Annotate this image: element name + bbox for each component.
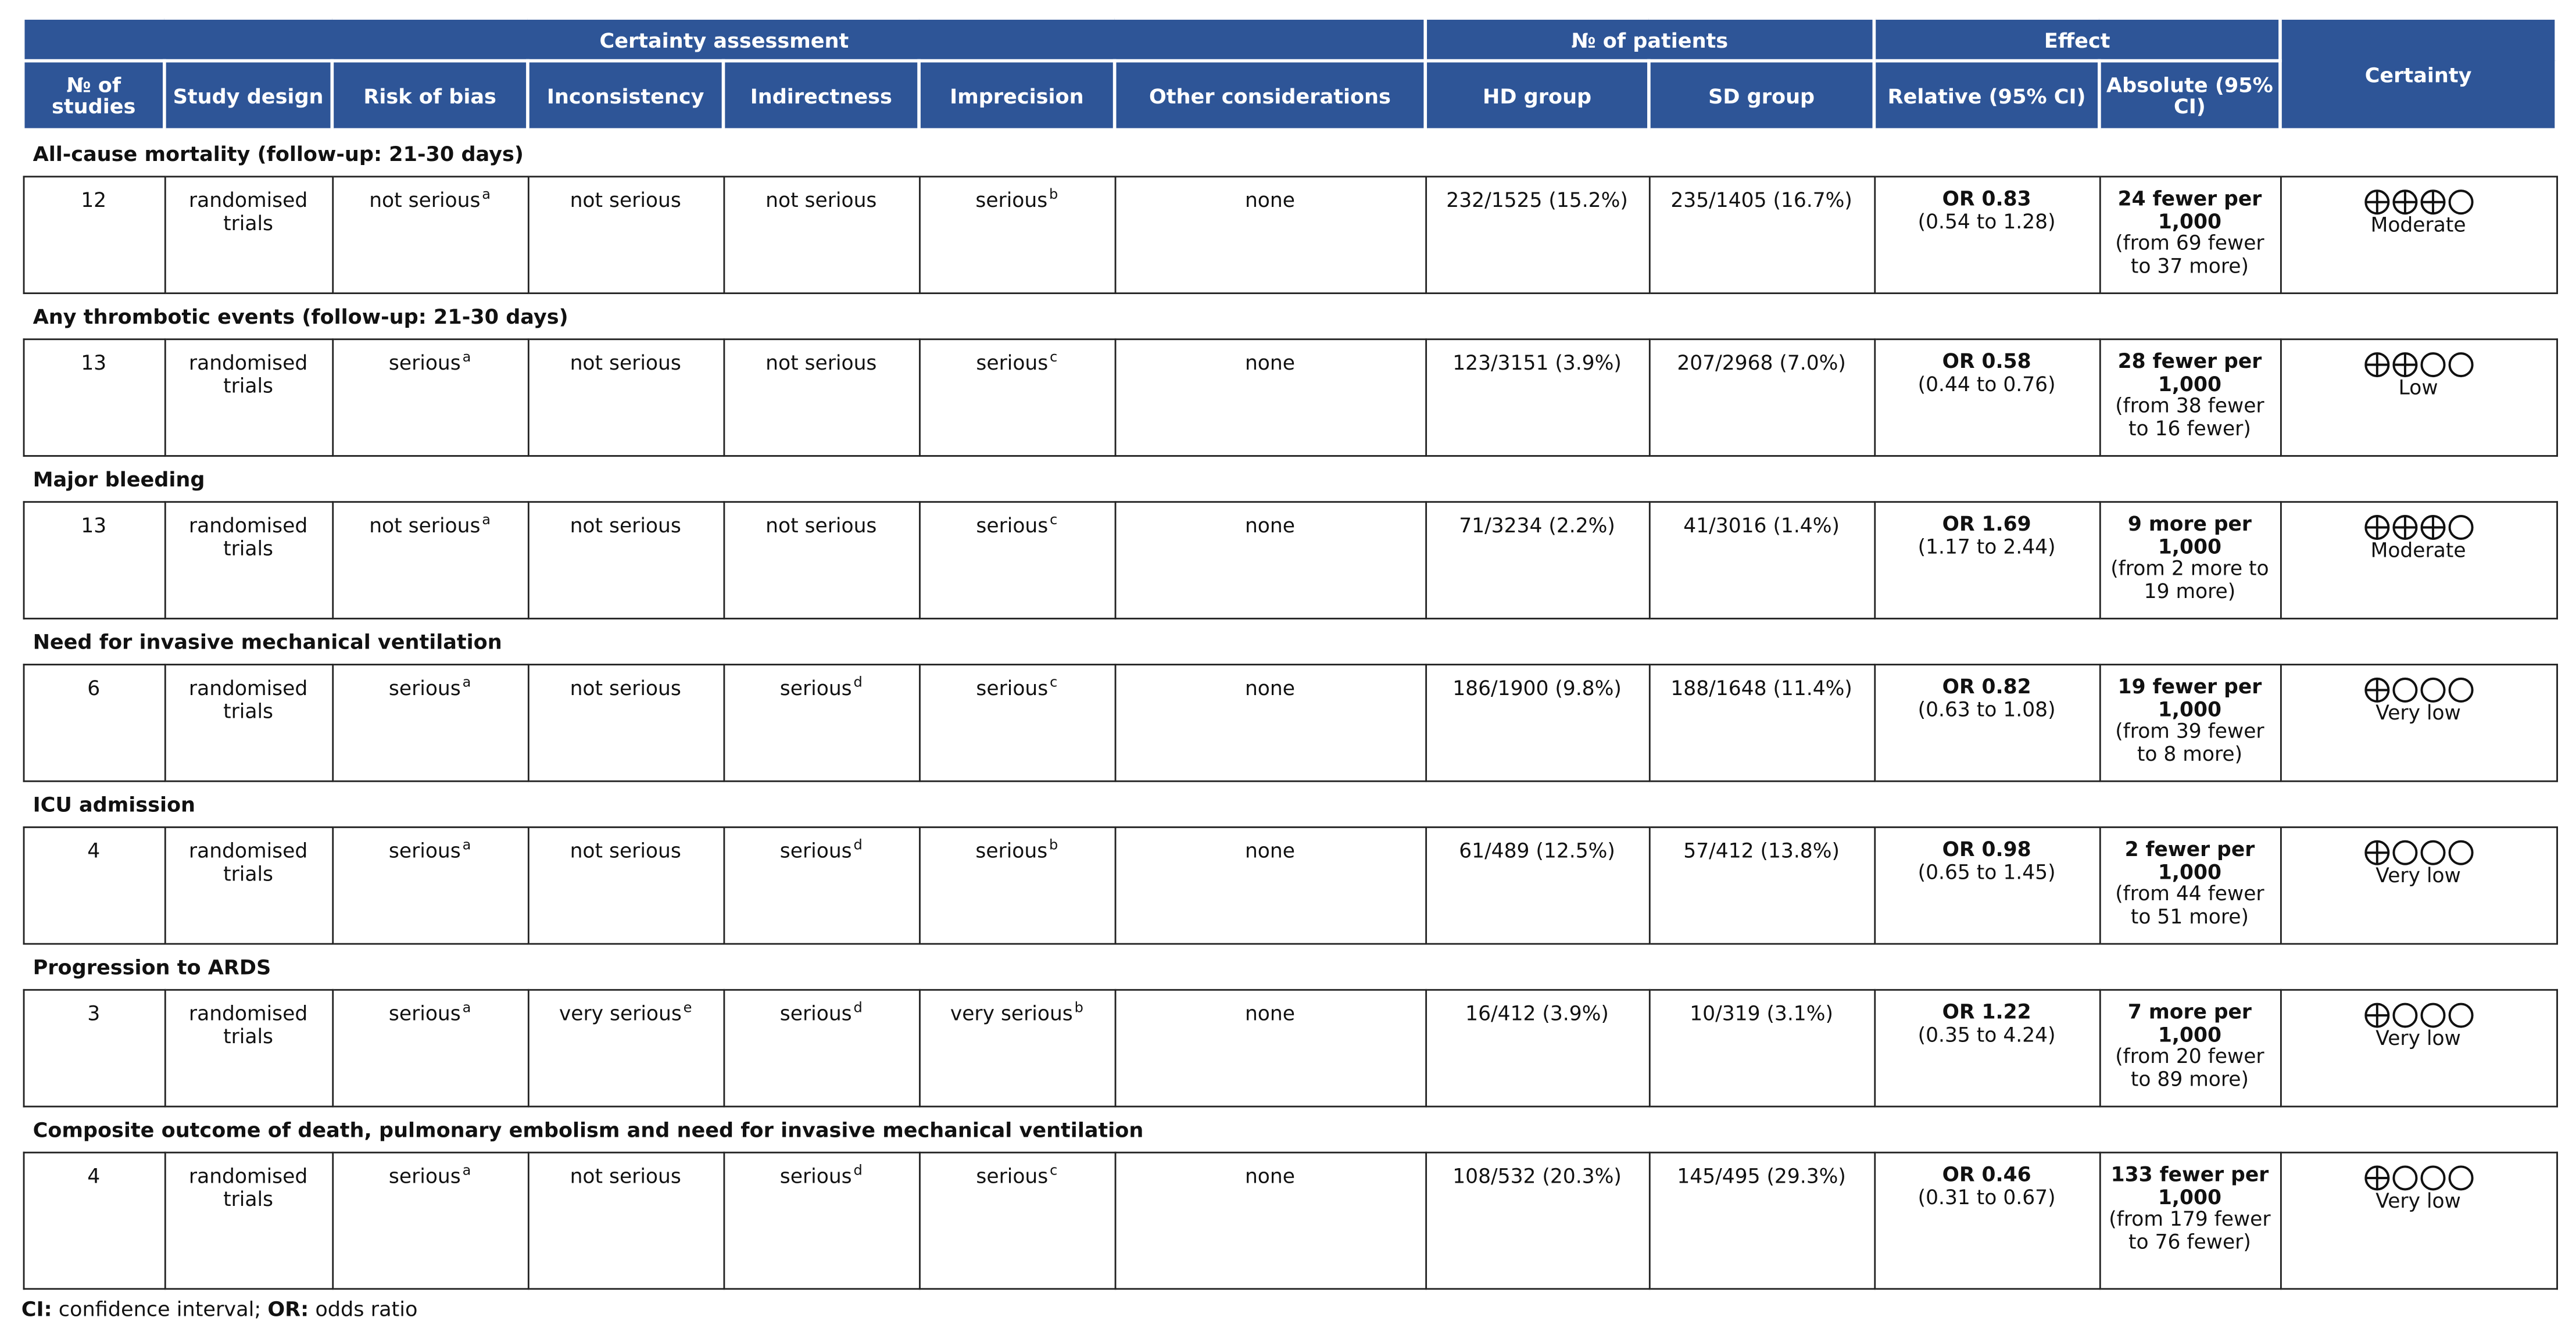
indirectness-text: not serious bbox=[765, 351, 877, 375]
risk-of-bias-footnote: a bbox=[462, 1163, 471, 1180]
absolute-effect-cell bbox=[2099, 665, 2280, 782]
imprecision-cell bbox=[919, 665, 1115, 782]
imprecision-footnote: c bbox=[1050, 675, 1058, 692]
risk-of-bias-footnote: a bbox=[462, 837, 471, 854]
indirectness-footnote: d bbox=[853, 1163, 863, 1180]
inconsistency-text: not serious bbox=[570, 676, 681, 700]
certainty-label: Very low bbox=[2375, 1189, 2461, 1213]
indirectness-text: not serious bbox=[765, 189, 877, 212]
certainty-plus-circle-icon bbox=[2363, 1002, 2389, 1028]
certainty-plus-circle-icon bbox=[2363, 840, 2389, 866]
study-design-cell: randomised trials bbox=[164, 665, 332, 782]
certainty-empty-circle-icon bbox=[2391, 840, 2417, 866]
imprecision-header: Imprecision bbox=[919, 61, 1115, 130]
inconsistency-header: Inconsistency bbox=[528, 61, 724, 130]
absolute-estimate: 9 more per 1,000 bbox=[2127, 513, 2252, 558]
absolute-estimate: 28 fewer per 1,000 bbox=[2117, 350, 2262, 395]
certainty-label: Very low bbox=[2375, 1026, 2461, 1050]
outcome-title: Major bleeding bbox=[23, 456, 2557, 502]
sd-group-cell: 235/1405 (16.7%) bbox=[1649, 177, 1874, 293]
indirectness-cell bbox=[723, 1152, 919, 1289]
certainty-empty-circle-icon bbox=[2447, 840, 2473, 866]
imprecision-text: serious bbox=[976, 1165, 1049, 1188]
risk-of-bias-text: serious bbox=[388, 1002, 461, 1026]
outcome-title: Progression to ARDS bbox=[23, 944, 2557, 990]
certainty-symbols bbox=[2363, 514, 2474, 540]
other-considerations-cell: none bbox=[1115, 827, 1426, 944]
imprecision-cell bbox=[919, 177, 1115, 293]
patients-header: № of patients bbox=[1425, 18, 1874, 61]
risk-of-bias-text: serious bbox=[388, 839, 461, 863]
sd-group-cell: 188/1648 (11.4%) bbox=[1649, 665, 1874, 782]
certainty-label: Very low bbox=[2375, 701, 2461, 725]
certainty-empty-circle-icon bbox=[2447, 352, 2473, 378]
other-considerations-cell: none bbox=[1115, 1152, 1426, 1289]
hd-group-cell: 108/532 (20.3%) bbox=[1425, 1152, 1649, 1289]
imprecision-cell bbox=[919, 827, 1115, 944]
or-abbreviation: OR: bbox=[267, 1296, 309, 1321]
relative-ci: (0.35 to 4.24) bbox=[1917, 1022, 2056, 1046]
imprecision-text: serious bbox=[976, 351, 1049, 375]
certainty-plus-circle-icon bbox=[2363, 352, 2389, 378]
study-design-cell: randomised trials bbox=[164, 339, 332, 456]
indirectness-footnote: d bbox=[853, 675, 863, 692]
other-considerations-cell: none bbox=[1115, 339, 1426, 456]
relative-ci: (1.17 to 2.44) bbox=[1917, 535, 2056, 558]
inconsistency-cell bbox=[528, 1152, 724, 1289]
imprecision-footnote: c bbox=[1050, 1163, 1058, 1180]
outcome-title-row bbox=[23, 944, 2557, 990]
outcome-title-row bbox=[23, 781, 2557, 827]
study-design-cell: randomised trials bbox=[164, 990, 332, 1107]
certainty-cell bbox=[2280, 827, 2556, 944]
absolute-ci: (from 179 fewer to 76 fewer) bbox=[2109, 1207, 2271, 1253]
certainty-empty-circle-icon bbox=[2447, 677, 2473, 703]
absolute-effect-cell bbox=[2099, 177, 2280, 293]
imprecision-footnote: b bbox=[1049, 187, 1058, 204]
risk-of-bias-text: not serious bbox=[369, 514, 481, 538]
indirectness-cell bbox=[723, 177, 919, 293]
ci-abbreviation: CI: bbox=[21, 1296, 52, 1321]
hd-group-cell: 71/3234 (2.2%) bbox=[1425, 502, 1649, 619]
certainty-empty-circle-icon bbox=[2447, 514, 2473, 540]
hd-group-cell: 186/1900 (9.8%) bbox=[1425, 665, 1649, 782]
studies-cell: 6 bbox=[23, 665, 164, 782]
other-considerations-cell: none bbox=[1115, 990, 1426, 1107]
certainty-plus-circle-icon bbox=[2391, 189, 2417, 215]
risk-of-bias-cell bbox=[332, 339, 528, 456]
imprecision-text: serious bbox=[975, 189, 1048, 212]
studies-cell: 3 bbox=[23, 990, 164, 1107]
study-design-header: Study design bbox=[164, 61, 332, 130]
indirectness-footnote: d bbox=[853, 837, 863, 854]
certainty-symbols bbox=[2363, 840, 2474, 866]
studies-cell: 4 bbox=[23, 827, 164, 944]
hd-group-cell: 16/412 (3.9%) bbox=[1425, 990, 1649, 1107]
absolute-estimate: 19 fewer per 1,000 bbox=[2117, 675, 2262, 721]
table-row bbox=[23, 502, 2557, 619]
certainty-symbols bbox=[2363, 1165, 2474, 1191]
relative-ci: (0.54 to 1.28) bbox=[1917, 209, 2056, 233]
sd-group-cell: 10/319 (3.1%) bbox=[1649, 990, 1874, 1107]
outcome-title-row bbox=[23, 456, 2557, 502]
absolute-effect-cell bbox=[2099, 502, 2280, 619]
certainty-label: Moderate bbox=[2370, 213, 2466, 237]
relative-estimate: OR 0.98 bbox=[1942, 837, 2031, 861]
relative-ci: (0.44 to 0.76) bbox=[1917, 372, 2056, 395]
studies-cell: 4 bbox=[23, 1152, 164, 1289]
certainty-empty-circle-icon bbox=[2419, 1165, 2445, 1191]
certainty-empty-circle-icon bbox=[2391, 1002, 2417, 1028]
sd-group-cell: 207/2968 (7.0%) bbox=[1649, 339, 1874, 456]
hd-group-header: HD group bbox=[1425, 61, 1649, 130]
certainty-rating bbox=[2286, 1166, 2550, 1213]
inconsistency-text: not serious bbox=[570, 514, 681, 538]
risk-of-bias-footnote: a bbox=[462, 349, 471, 367]
indirectness-cell bbox=[723, 827, 919, 944]
outcome-title-row bbox=[23, 293, 2557, 339]
certainty-assessment-header: Certainty assessment bbox=[23, 18, 1426, 61]
certainty-empty-circle-icon bbox=[2419, 352, 2445, 378]
sd-group-cell: 41/3016 (1.4%) bbox=[1649, 502, 1874, 619]
table-row bbox=[23, 990, 2557, 1107]
other-considerations-header: Other considerations bbox=[1115, 61, 1426, 130]
outcome-title: Composite outcome of death, pulmonary embolism and need for invasive mechanical ventilation bbox=[23, 1107, 2557, 1152]
table-row bbox=[23, 1152, 2557, 1289]
outcome-title: ICU admission bbox=[23, 781, 2557, 827]
risk-of-bias-text: not serious bbox=[369, 189, 481, 212]
certainty-empty-circle-icon bbox=[2447, 189, 2473, 215]
risk-of-bias-text: serious bbox=[388, 351, 461, 375]
study-design-cell: randomised trials bbox=[164, 1152, 332, 1289]
outcome-title-row bbox=[23, 130, 2557, 177]
imprecision-cell bbox=[919, 339, 1115, 456]
inconsistency-cell bbox=[528, 502, 724, 619]
absolute-ci: (from 39 fewer to 8 more) bbox=[2115, 719, 2264, 765]
inconsistency-cell bbox=[528, 177, 724, 293]
absolute-effect-cell bbox=[2099, 1152, 2280, 1289]
ci-definition: confidence interval; bbox=[58, 1296, 262, 1321]
absolute-estimate: 24 fewer per 1,000 bbox=[2117, 187, 2262, 233]
certainty-symbols bbox=[2363, 352, 2474, 378]
relative-ci: (0.63 to 1.08) bbox=[1917, 697, 2056, 721]
risk-of-bias-footnote: a bbox=[462, 1000, 471, 1017]
indirectness-header: Indirectness bbox=[723, 61, 919, 130]
study-design-cell: randomised trials bbox=[164, 502, 332, 619]
outcome-title: Need for invasive mechanical ventilation bbox=[23, 618, 2557, 664]
certainty-empty-circle-icon bbox=[2447, 1165, 2473, 1191]
imprecision-cell bbox=[919, 502, 1115, 619]
indirectness-text: serious bbox=[779, 1002, 852, 1026]
outcome-title: Any thrombotic events (follow-up: 21-30 days) bbox=[23, 293, 2557, 339]
certainty-rating bbox=[2286, 516, 2550, 563]
certainty-plus-circle-icon bbox=[2363, 677, 2389, 703]
table-row bbox=[23, 827, 2557, 944]
certainty-plus-circle-icon bbox=[2391, 514, 2417, 540]
certainty-symbols bbox=[2363, 189, 2474, 215]
certainty-empty-circle-icon bbox=[2419, 677, 2445, 703]
certainty-cell bbox=[2280, 665, 2556, 782]
hd-group-cell: 123/3151 (3.9%) bbox=[1425, 339, 1649, 456]
table-row bbox=[23, 339, 2557, 456]
certainty-plus-circle-icon bbox=[2363, 1165, 2389, 1191]
relative-header: Relative (95% CI) bbox=[1874, 61, 2099, 130]
imprecision-cell bbox=[919, 990, 1115, 1107]
relative-effect-cell bbox=[1874, 177, 2099, 293]
certainty-rating bbox=[2286, 679, 2550, 726]
risk-of-bias-text: serious bbox=[388, 676, 461, 700]
studies-cell: 12 bbox=[23, 177, 164, 293]
study-design-cell: randomised trials bbox=[164, 827, 332, 944]
relative-estimate: OR 1.69 bbox=[1942, 513, 2031, 536]
risk-of-bias-footnote: a bbox=[482, 512, 491, 529]
certainty-cell bbox=[2280, 1152, 2556, 1289]
outcome-title-row bbox=[23, 1107, 2557, 1152]
absolute-estimate: 133 fewer per 1,000 bbox=[2110, 1163, 2269, 1209]
sd-group-cell: 145/495 (29.3%) bbox=[1649, 1152, 1874, 1289]
imprecision-footnote: b bbox=[1074, 1000, 1083, 1017]
certainty-rating bbox=[2286, 841, 2550, 888]
imprecision-cell bbox=[919, 1152, 1115, 1289]
absolute-ci: (from 38 fewer to 16 fewer) bbox=[2115, 394, 2264, 440]
absolute-header: Absolute (95% CI) bbox=[2099, 61, 2280, 130]
relative-estimate: OR 0.82 bbox=[1942, 675, 2031, 699]
relative-effect-cell bbox=[1874, 665, 2099, 782]
certainty-rating bbox=[2286, 1004, 2550, 1051]
other-considerations-cell: none bbox=[1115, 502, 1426, 619]
studies-header: № of studies bbox=[23, 61, 164, 130]
imprecision-text: serious bbox=[975, 839, 1048, 863]
indirectness-text: serious bbox=[779, 839, 852, 863]
indirectness-cell bbox=[723, 665, 919, 782]
indirectness-footnote: d bbox=[853, 1000, 863, 1017]
inconsistency-text: not serious bbox=[570, 189, 681, 212]
inconsistency-text: very serious bbox=[559, 1002, 682, 1026]
relative-estimate: OR 1.22 bbox=[1942, 1000, 2031, 1024]
certainty-plus-circle-icon bbox=[2419, 189, 2445, 215]
inconsistency-text: not serious bbox=[570, 839, 681, 863]
relative-estimate: OR 0.83 bbox=[1942, 187, 2031, 210]
imprecision-text: serious bbox=[976, 514, 1049, 538]
outcome-title-row bbox=[23, 618, 2557, 664]
certainty-empty-circle-icon bbox=[2419, 1002, 2445, 1028]
table-body bbox=[23, 130, 2557, 1288]
imprecision-footnote: c bbox=[1050, 349, 1058, 367]
absolute-estimate: 2 fewer per 1,000 bbox=[2124, 837, 2255, 883]
other-considerations-cell: none bbox=[1115, 665, 1426, 782]
risk-of-bias-footnote: a bbox=[462, 675, 471, 692]
studies-cell: 13 bbox=[23, 502, 164, 619]
table-row bbox=[23, 665, 2557, 782]
certainty-plus-circle-icon bbox=[2363, 189, 2389, 215]
certainty-label: Moderate bbox=[2370, 539, 2466, 562]
inconsistency-cell bbox=[528, 827, 724, 944]
absolute-ci: (from 69 fewer to 37 more) bbox=[2115, 231, 2264, 277]
certainty-plus-circle-icon bbox=[2419, 514, 2445, 540]
certainty-rating bbox=[2286, 353, 2550, 400]
imprecision-footnote: b bbox=[1049, 837, 1058, 854]
certainty-empty-circle-icon bbox=[2391, 1165, 2417, 1191]
absolute-effect-cell bbox=[2099, 339, 2280, 456]
absolute-ci: (from 2 more to 19 more) bbox=[2110, 557, 2269, 603]
imprecision-text: serious bbox=[976, 676, 1049, 700]
indirectness-text: serious bbox=[779, 676, 852, 700]
relative-effect-cell bbox=[1874, 990, 2099, 1107]
evidence-table bbox=[22, 16, 2558, 1290]
risk-of-bias-cell bbox=[332, 990, 528, 1107]
risk-of-bias-cell bbox=[332, 502, 528, 619]
footnote-abbreviations bbox=[22, 1297, 418, 1321]
sd-group-header: SD group bbox=[1649, 61, 1874, 130]
certainty-plus-circle-icon bbox=[2391, 352, 2417, 378]
table-row bbox=[23, 177, 2557, 293]
outcome-title: All-cause mortality (follow-up: 21-30 days) bbox=[23, 130, 2557, 177]
certainty-plus-circle-icon bbox=[2363, 514, 2389, 540]
relative-effect-cell bbox=[1874, 339, 2099, 456]
sd-group-cell: 57/412 (13.8%) bbox=[1649, 827, 1874, 944]
risk-of-bias-cell bbox=[332, 177, 528, 293]
inconsistency-cell bbox=[528, 339, 724, 456]
relative-estimate: OR 0.58 bbox=[1942, 350, 2031, 373]
certainty-label: Very low bbox=[2375, 864, 2461, 887]
risk-of-bias-cell bbox=[332, 827, 528, 944]
absolute-estimate: 7 more per 1,000 bbox=[2127, 1000, 2252, 1046]
imprecision-footnote: c bbox=[1050, 512, 1058, 529]
studies-cell: 13 bbox=[23, 339, 164, 456]
relative-estimate: OR 0.46 bbox=[1942, 1163, 2031, 1187]
inconsistency-cell bbox=[528, 665, 724, 782]
certainty-rating bbox=[2286, 191, 2550, 238]
risk-of-bias-text: serious bbox=[388, 1165, 461, 1188]
relative-ci: (0.31 to 0.67) bbox=[1917, 1185, 2056, 1209]
certainty-cell bbox=[2280, 990, 2556, 1107]
certainty-label: Low bbox=[2398, 376, 2438, 399]
relative-effect-cell bbox=[1874, 1152, 2099, 1289]
relative-effect-cell bbox=[1874, 502, 2099, 619]
hd-group-cell: 232/1525 (15.2%) bbox=[1425, 177, 1649, 293]
hd-group-cell: 61/489 (12.5%) bbox=[1425, 827, 1649, 944]
certainty-cell bbox=[2280, 502, 2556, 619]
risk-of-bias-footnote: a bbox=[482, 187, 491, 204]
indirectness-text: serious bbox=[779, 1165, 852, 1188]
certainty-empty-circle-icon bbox=[2419, 840, 2445, 866]
inconsistency-text: not serious bbox=[570, 351, 681, 375]
or-definition: odds ratio bbox=[315, 1296, 418, 1321]
certainty-header: Certainty bbox=[2280, 18, 2556, 130]
absolute-ci: (from 20 fewer to 89 more) bbox=[2115, 1044, 2264, 1090]
absolute-ci: (from 44 fewer to 51 more) bbox=[2115, 882, 2264, 928]
risk-of-bias-cell bbox=[332, 1152, 528, 1289]
absolute-effect-cell bbox=[2099, 990, 2280, 1107]
certainty-empty-circle-icon bbox=[2391, 677, 2417, 703]
inconsistency-text: not serious bbox=[570, 1165, 681, 1188]
risk-of-bias-cell bbox=[332, 665, 528, 782]
risk-of-bias-header: Risk of bias bbox=[332, 61, 528, 130]
certainty-cell bbox=[2280, 177, 2556, 293]
study-design-cell: randomised trials bbox=[164, 177, 332, 293]
certainty-cell bbox=[2280, 339, 2556, 456]
inconsistency-footnote: e bbox=[683, 1000, 692, 1017]
indirectness-cell bbox=[723, 990, 919, 1107]
imprecision-text: very serious bbox=[950, 1002, 1073, 1026]
relative-ci: (0.65 to 1.45) bbox=[1917, 860, 2056, 883]
indirectness-text: not serious bbox=[765, 514, 877, 538]
other-considerations-cell: none bbox=[1115, 177, 1426, 293]
indirectness-cell bbox=[723, 339, 919, 456]
inconsistency-cell bbox=[528, 990, 724, 1107]
effect-header: Effect bbox=[1874, 18, 2280, 61]
relative-effect-cell bbox=[1874, 827, 2099, 944]
certainty-empty-circle-icon bbox=[2447, 1002, 2473, 1028]
absolute-effect-cell bbox=[2099, 827, 2280, 944]
certainty-symbols bbox=[2363, 677, 2474, 703]
certainty-symbols bbox=[2363, 1002, 2474, 1028]
indirectness-cell bbox=[723, 502, 919, 619]
